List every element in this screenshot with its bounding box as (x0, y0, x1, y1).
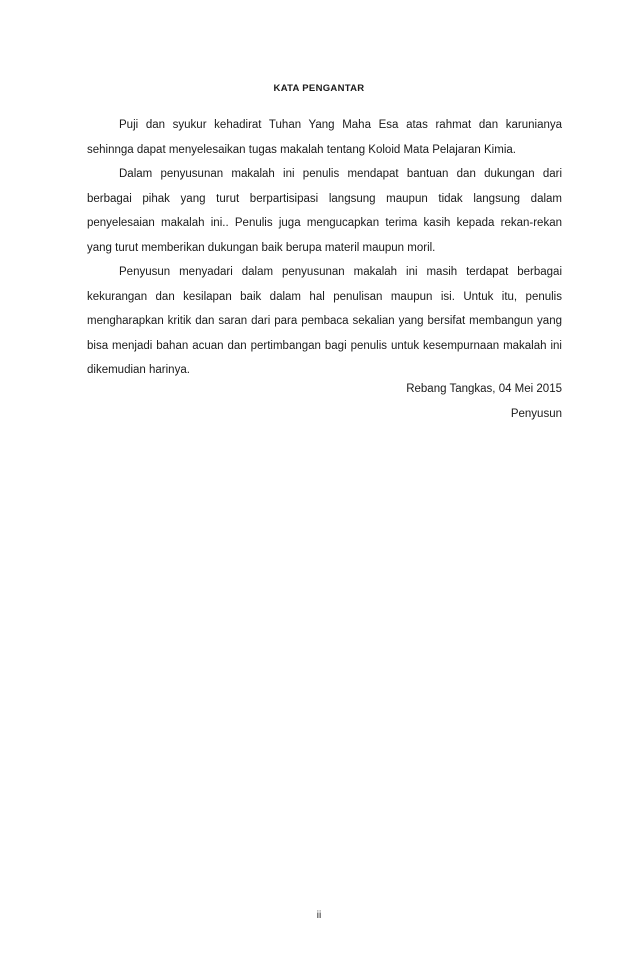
signature: Penyusun (510, 407, 562, 420)
page-number: ii (316, 910, 322, 921)
page-title: KATA PENGANTAR (273, 83, 365, 94)
paragraph-1: Puji dan syukur kehadirat Tuhan Yang Maha Esa atas rahmat dan karunianya sehinnga dapat menyelesaikan tugas makalah tentang Koloid Mata Pelajaran Kimia. (87, 119, 562, 156)
paragraph-3: Penyusun menyadari dalam penyusunan makalah ini masih terdapat berbagai kekurangan dan kesilapan baik dalam hal penulisan maupun isi. Untuk itu, penulis mengharapkan kritik dan saran dari para pembaca sekalian yang bersifat membangun yang bisa menjadi bahan acuan dan pertimbangan bagi penulis untuk kesempurnaan makalah ini dikemudian harinya. (87, 266, 562, 376)
body-text (87, 113, 562, 383)
closing-block (406, 377, 562, 426)
place-date: Rebang Tangkas, 04 Mei 2015 (406, 383, 562, 395)
paragraph-2: Dalam penyusunan makalah ini penulis mendapat bantuan dan dukungan dari berbagai pihak yang turut berpartisipasi langsung maupun tidak langsung dalam penyelesaian makalah ini.. Penulis juga mengucapkan terima kasih kepada rekan-rekan yang turut memberikan dukungan baik berupa materil maupun moril. (87, 168, 562, 254)
